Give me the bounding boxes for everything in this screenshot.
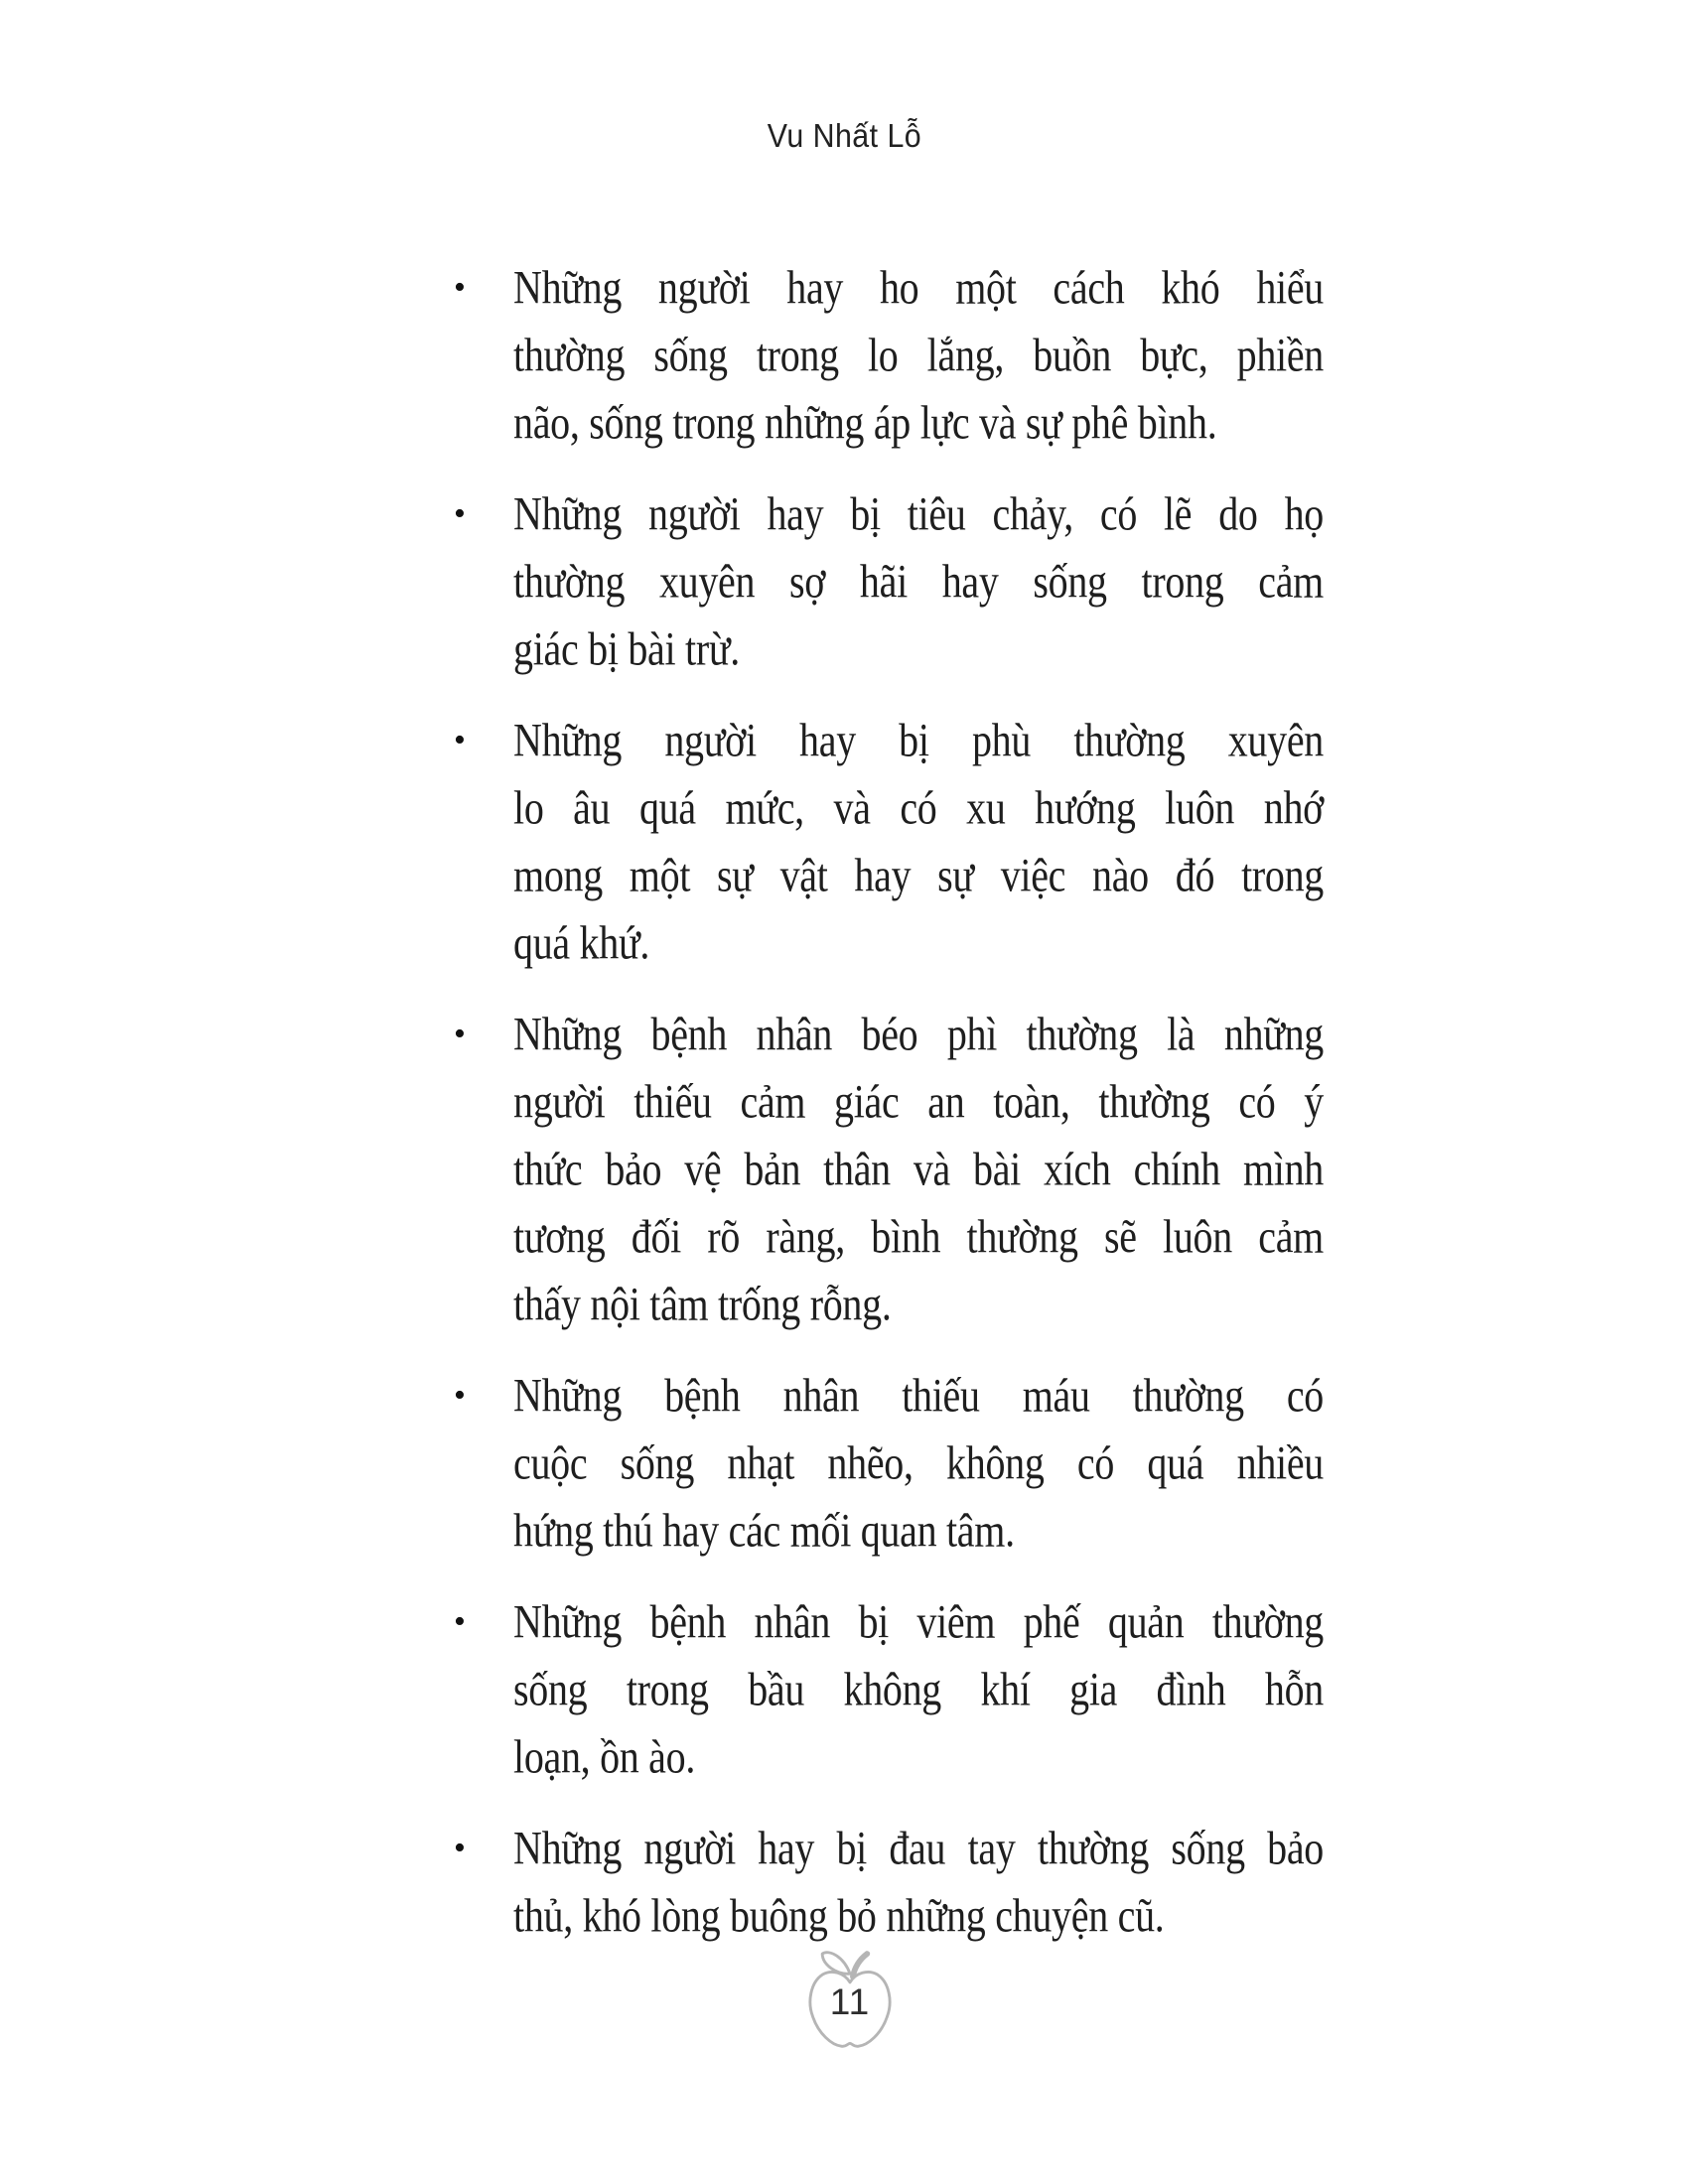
list-item: [452, 707, 1337, 977]
list-item-text: [513, 254, 1324, 457]
text-line: người thiếu cảm giác an toàn, thường có ý: [513, 1074, 1324, 1129]
text-line: loạn, ồn ào.: [513, 1729, 696, 1784]
text-line: lo âu quá mức, và có xu hướng luôn nhớ: [513, 780, 1324, 835]
page-footer: [802, 1948, 898, 2057]
text-line: Những người hay bị phù thường xuyên: [513, 713, 1324, 767]
bullet-icon: •: [454, 1603, 466, 1640]
text-line: sống trong bầu không khí gia đình hỗn: [513, 1662, 1324, 1716]
bullet-icon: •: [454, 722, 466, 758]
text-line: giác bị bài trừ.: [513, 621, 740, 676]
list-item-text: [513, 1815, 1324, 1950]
list-item: [452, 1362, 1337, 1565]
list-item: [452, 254, 1337, 457]
list-item-text: [513, 1362, 1324, 1565]
text-line: quá khứ.: [513, 915, 650, 970]
bullet-list: [452, 254, 1337, 1974]
list-item: [452, 480, 1337, 683]
text-line: não, sống trong những áp lực và sự phê bình.: [513, 395, 1217, 450]
text-line: Những bệnh nhân béo phì thường là những: [513, 1007, 1324, 1061]
page-number: 11: [829, 1981, 871, 2022]
text-line: thường sống trong lo lắng, buồn bực, phiền: [513, 328, 1324, 382]
bullet-icon: •: [454, 1377, 466, 1414]
bullet-icon: •: [454, 1016, 466, 1052]
text-line: thủ, khó lòng buông bỏ những chuyện cũ.: [513, 1888, 1165, 1943]
bullet-icon: •: [454, 495, 466, 532]
bullet-icon: •: [454, 269, 466, 306]
text-line: mong một sự vật hay sự việc nào đó trong: [513, 848, 1324, 902]
text-line: Những người hay bị đau tay thường sống bảo: [513, 1821, 1324, 1875]
text-line: thức bảo vệ bản thân và bài xích chính mình: [513, 1142, 1324, 1196]
text-line: Những bệnh nhân bị viêm phế quản thường: [513, 1594, 1324, 1649]
text-line: Những người hay ho một cách khó hiểu: [513, 260, 1324, 315]
text-line: Những người hay bị tiêu chảy, có lẽ do họ: [513, 486, 1324, 541]
text-line: thấy nội tâm trống rỗng.: [513, 1277, 892, 1331]
text-line: cuộc sống nhạt nhẽo, không có quá nhiều: [513, 1435, 1324, 1490]
text-line: thường xuyên sợ hãi hay sống trong cảm: [513, 554, 1324, 609]
list-item-text: [513, 480, 1324, 683]
running-header-text: Vu Nhất Lỗ: [767, 117, 921, 154]
text-line: hứng thú hay các mối quan tâm.: [513, 1503, 1015, 1558]
running-header: [0, 117, 1688, 155]
list-item-text: [513, 707, 1324, 977]
text-line: tương đối rõ ràng, bình thường sẽ luôn cảm: [513, 1209, 1324, 1264]
list-item-text: [513, 1588, 1324, 1791]
list-item-text: [513, 1001, 1324, 1338]
list-item: [452, 1588, 1337, 1791]
bullet-icon: •: [454, 1830, 466, 1866]
list-item: [452, 1001, 1337, 1338]
list-item: [452, 1815, 1337, 1950]
text-line: Những bệnh nhân thiếu máu thường có: [513, 1368, 1324, 1423]
